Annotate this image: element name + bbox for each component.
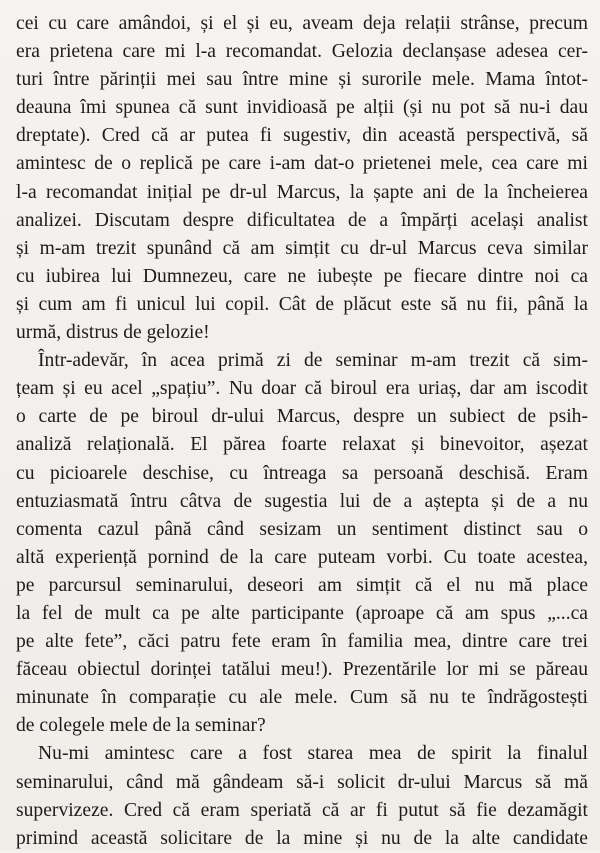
text-line: minunate în comparație cu ale mele. Cum să nu te îndrăgostești	[16, 687, 588, 709]
text-line: cu picioarele deschise, cu întreaga sa persoană deschisă. Eram	[16, 462, 588, 484]
text-line: l-a recomandat inițial pe dr-ul Marcus, la șapte ani de la încheierea	[16, 181, 588, 203]
text-line: deauna îmi spunea că sunt invidioasă pe alții (și nu pot să nu-i dau	[16, 97, 588, 119]
text-line: Nu-mi amintesc care a fost starea mea de spirit la finalul	[38, 743, 588, 765]
text-line: făceau obiectul dorinței tatălui meu!). Prezentările lor mi se păreau	[16, 659, 588, 681]
paragraph-2	[16, 347, 588, 740]
text-line: era prietena care mi l-a recomandat. Gelozia declanșase adesea cer-	[16, 41, 588, 63]
text-line: și cum am fi unicul lui copil. Cât de plăcut este să nu fii, până la	[16, 293, 588, 315]
text-line: cei cu care amândoi, și el și eu, aveam deja relații strânse, precum	[16, 13, 588, 34]
text-line: primind această solicitare de la mine și nu de la alte candidate	[16, 827, 588, 849]
text-line: la fel de mult ca pe alte participante (aproape că am spus „...ca	[16, 602, 588, 624]
text-line: de colegele mele de la seminar?	[16, 715, 266, 737]
text-line: urmă, distrus de gelozie!	[16, 322, 210, 344]
text-line: o carte de pe biroul dr-ului Marcus, despre un subiect de psih-	[16, 406, 588, 428]
text-line: supervizeze. Cred că eram speriată că ar fi putut să fie dezamăgit	[16, 799, 588, 821]
text-line: pe alte fete”, căci patru fete eram în familia mea, dintre care trei	[16, 631, 588, 653]
paragraph-1	[16, 10, 588, 347]
text-line: și m-am trezit spunând că am simțit cu dr-ul Marcus ceva similar	[16, 237, 588, 259]
text-line: entuziasmată întru câtva de sugestia lui de a aștepta și de a nu	[16, 490, 588, 512]
text-line: analiză relațională. El părea foarte relaxat și binevoitor, așezat	[16, 434, 588, 456]
text-line: pe parcursul seminarului, deseori am simțit că el nu mă place	[16, 574, 588, 596]
text-line: țeam și eu acel „spațiu”. Nu doar că biroul era uriaș, dar am iscodit	[16, 378, 588, 400]
text-line: turi între părinții mei sau între mine și surorile mele. Mama întot-	[16, 69, 588, 91]
text-line: analizei. Discutam despre dificultatea de a împărți același analist	[16, 209, 588, 231]
text-line: altă experiență pornind de la care puteam vorbi. Cu toate acestea,	[16, 546, 588, 568]
text-line: amintesc de o replică pe care i-am dat-o prietenei mele, cea care mi	[16, 153, 588, 175]
paragraph-3	[16, 740, 588, 852]
text-line: dreptate). Cred că ar putea fi sugestiv, din această perspectivă, să	[16, 125, 588, 147]
text-line: Într-adevăr, în acea primă zi de seminar m-am trezit că sim-	[38, 350, 588, 372]
text-line: seminarului, când mă gândeam să-i solicit dr-ului Marcus să mă	[16, 771, 588, 793]
text-line: cu iubirea lui Dumnezeu, care ne iubește pe fiecare dintre noi ca	[16, 265, 588, 287]
text-line: comenta cazul până când sesizam un sentiment distinct sau o	[16, 518, 588, 540]
